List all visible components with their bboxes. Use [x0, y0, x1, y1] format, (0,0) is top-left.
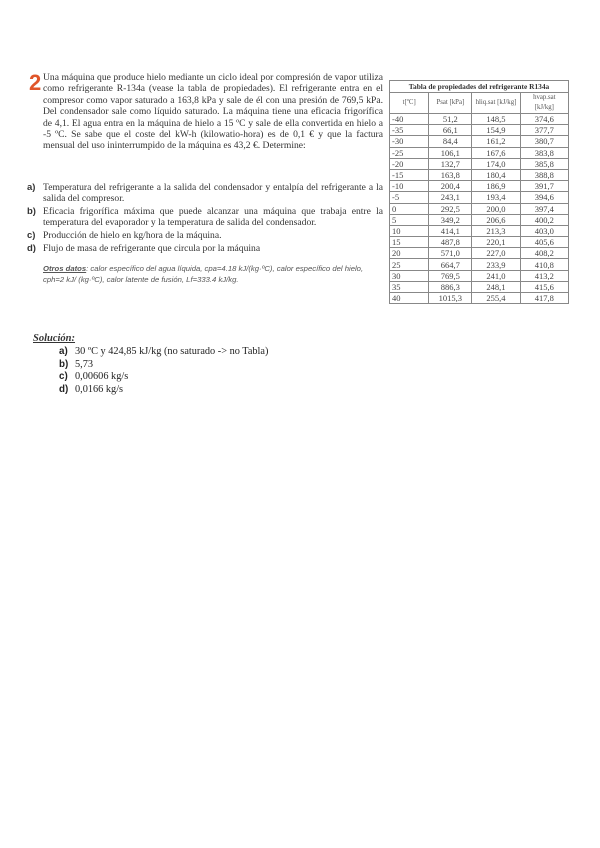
- table-cell: 385,8: [520, 158, 568, 169]
- table-cell: 391,7: [520, 181, 568, 192]
- table-cell: 380,7: [520, 136, 568, 147]
- table-cell: 30: [390, 270, 429, 281]
- table-cell: 167,6: [472, 147, 520, 158]
- other-data-label: Otros datos: [43, 264, 87, 273]
- table-row: [390, 259, 569, 270]
- table-cell: 243,1: [429, 192, 472, 203]
- solution-label: d): [59, 383, 69, 395]
- table-row: [390, 181, 569, 192]
- table-cell: 227,0: [472, 248, 520, 259]
- table-cell: 377,7: [520, 125, 568, 136]
- table-cell: 66,1: [429, 125, 472, 136]
- table-cell: 186,9: [472, 181, 520, 192]
- table-cell: -20: [390, 158, 429, 169]
- solution-item: [59, 371, 268, 384]
- question-label: c): [27, 229, 36, 241]
- table-cell: 417,8: [520, 293, 568, 304]
- question-text: Flujo de masa de refrigerante que circula por la máquina: [43, 242, 261, 254]
- table-cell: 174,0: [472, 158, 520, 169]
- properties-table-container: [389, 80, 569, 304]
- solution-text: 0,0166 kg/s: [75, 383, 124, 395]
- table-cell: 415,6: [520, 281, 568, 292]
- table-cell: 292,5: [429, 203, 472, 214]
- table-row: [390, 293, 569, 304]
- table-cell: 35: [390, 281, 429, 292]
- table-cell: 664,7: [429, 259, 472, 270]
- table-caption: Tabla de propiedades del refrigerante R134a: [389, 80, 569, 92]
- table-row: [390, 237, 569, 248]
- table-cell: 163,8: [429, 169, 472, 180]
- table-cell: 5: [390, 214, 429, 225]
- question-item: [27, 243, 383, 254]
- table-cell: 213,3: [472, 225, 520, 236]
- solution-item: [59, 359, 268, 372]
- question-label: b): [27, 205, 36, 217]
- solution-label: c): [59, 371, 68, 383]
- table-cell: 84,4: [429, 136, 472, 147]
- table-row: [390, 248, 569, 259]
- table-cell: 1015,3: [429, 293, 472, 304]
- table-header-psat: Psat [kPa]: [429, 93, 472, 114]
- table-cell: 403,0: [520, 225, 568, 236]
- table-cell: 15: [390, 237, 429, 248]
- solution-item: [59, 384, 268, 397]
- table-row: [390, 225, 569, 236]
- table-cell: 886,3: [429, 281, 472, 292]
- table-cell: 397,4: [520, 203, 568, 214]
- table-cell: 408,2: [520, 248, 568, 259]
- table-cell: 180,4: [472, 169, 520, 180]
- other-data-text: : calor específico del agua líquida, cpa=4.18 kJ/(kg·ºC), calor específico del hielo, cph=2 kJ/ (kg·ºC), calor latente de fusión, Lf=333.4 kJ/kg.: [43, 264, 364, 284]
- table-cell: 161,2: [472, 136, 520, 147]
- table-header-hvap: hvap.sat [kJ/kg]: [520, 93, 568, 114]
- table-cell: 25: [390, 259, 429, 270]
- problem-statement: Una máquina que produce hielo mediante un ciclo ideal por compresión de vapor utiliza como refrigerante R-134a (vease la tabla de propiedades). El refrigerante entra en el compresor como vapor saturado a 163,8 kPa y sale de él con una presión de 769,5 kPa. Del condensador sale como líquido saturado. La máquina tiene una eficacia frigorífica de 4,1. El agua entra en la máquina de hielo a 15 ºC y sale de ella convertida en hielo a -5 ºC. Se sabe que el coste del kW-h (kilowatio-hora) es de 0,1 € y que la factura mensual del uso ininterrumpido de la máquina es 43,2 €. Determine:: [43, 72, 383, 152]
- table-cell: -35: [390, 125, 429, 136]
- table-cell: 410,8: [520, 259, 568, 270]
- table-cell: 571,0: [429, 248, 472, 259]
- table-cell: 414,1: [429, 225, 472, 236]
- table-row: [390, 281, 569, 292]
- table-cell: 405,6: [520, 237, 568, 248]
- solution-list: [59, 346, 268, 396]
- question-label: a): [27, 182, 36, 193]
- table-row: [390, 192, 569, 203]
- solution-text: 30 ºC y 424,85 kJ/kg (no saturado -> no Tabla): [75, 346, 269, 357]
- table-cell: 200,4: [429, 181, 472, 192]
- table-cell: 394,6: [520, 192, 568, 203]
- solution-text: 0,00606 kg/s: [75, 371, 129, 383]
- solution-label: b): [59, 358, 69, 370]
- table-row: [390, 203, 569, 214]
- table-header-temp: t[ºC]: [390, 93, 429, 114]
- table-cell: 769,5: [429, 270, 472, 281]
- table-cell: 233,9: [472, 259, 520, 270]
- question-item: [27, 230, 383, 241]
- table-cell: 148,5: [472, 114, 520, 125]
- table-cell: 10: [390, 225, 429, 236]
- table-row: [390, 158, 569, 169]
- table-cell: 413,2: [520, 270, 568, 281]
- table-cell: 349,2: [429, 214, 472, 225]
- table-cell: 400,2: [520, 214, 568, 225]
- table-cell: 255,4: [472, 293, 520, 304]
- question-text: Eficacia frigorífica máxima que puede alcanzar una máquina que trabaja entre la temperatura del evaporador y la temperatura de salida del condensador.: [43, 205, 383, 229]
- table-header-hliq: hliq.sat [kJ/kg]: [472, 93, 520, 114]
- table-body: [390, 114, 569, 304]
- question-label: d): [27, 242, 36, 254]
- table-cell: 206,6: [472, 214, 520, 225]
- table-cell: -30: [390, 136, 429, 147]
- table-cell: 40: [390, 293, 429, 304]
- table-row: [390, 147, 569, 158]
- solution-title: Solución:: [33, 333, 76, 344]
- table-cell: 0: [390, 203, 429, 214]
- solution-label: a): [59, 346, 68, 357]
- table-cell: 220,1: [472, 237, 520, 248]
- question-list: [27, 182, 383, 255]
- table-cell: -5: [390, 192, 429, 203]
- table-cell: -15: [390, 169, 429, 180]
- table-cell: 374,6: [520, 114, 568, 125]
- table-header-row: [390, 93, 569, 114]
- table-row: [390, 169, 569, 180]
- question-item: [27, 182, 383, 204]
- table-cell: 200,0: [472, 203, 520, 214]
- table-row: [390, 136, 569, 147]
- table-cell: 20: [390, 248, 429, 259]
- table-row: [390, 125, 569, 136]
- properties-table: [389, 80, 569, 304]
- solution-item: [59, 346, 268, 359]
- table-cell: -25: [390, 147, 429, 158]
- table-cell: -10: [390, 181, 429, 192]
- table-cell: 193,4: [472, 192, 520, 203]
- other-data: [43, 263, 383, 285]
- table-row: [390, 114, 569, 125]
- table-cell: 154,9: [472, 125, 520, 136]
- question-item: [27, 206, 383, 228]
- table-cell: 487,8: [429, 237, 472, 248]
- solution-text: 5,73: [75, 358, 94, 370]
- table-cell: 241,0: [472, 270, 520, 281]
- table-cell: 383,8: [520, 147, 568, 158]
- table-cell: 248,1: [472, 281, 520, 292]
- table-cell: -40: [390, 114, 429, 125]
- table-row: [390, 270, 569, 281]
- problem-number: 2: [29, 70, 42, 95]
- question-text: Producción de hielo en kg/hora de la máquina.: [43, 229, 222, 241]
- question-text: Temperatura del refrigerante a la salida del condensador y entalpía del refrigerante a la salida del compresor.: [43, 182, 383, 205]
- table-cell: 388,8: [520, 169, 568, 180]
- table-cell: 132,7: [429, 158, 472, 169]
- table-row: [390, 214, 569, 225]
- table-cell: 51,2: [429, 114, 472, 125]
- table-cell: 106,1: [429, 147, 472, 158]
